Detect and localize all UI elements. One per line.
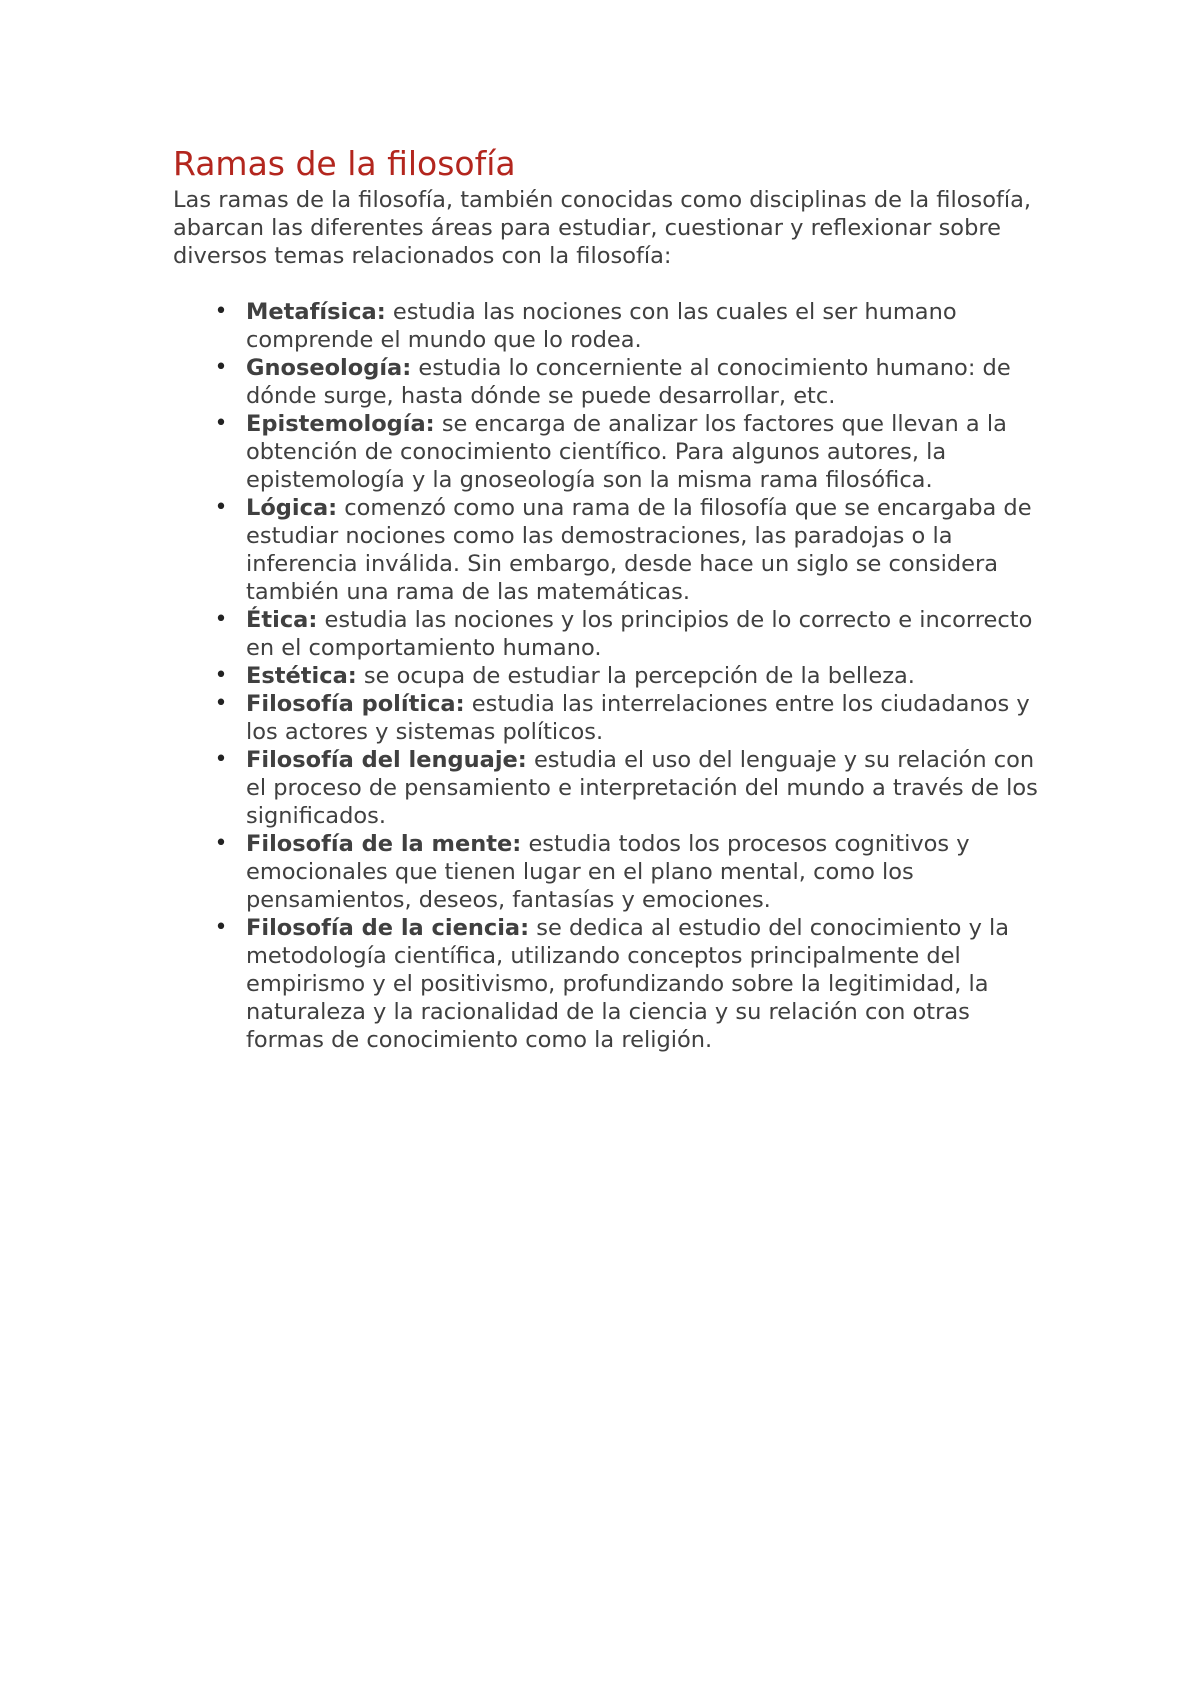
bullet-icon: •	[214, 691, 228, 716]
branch-description: estudia las nociones y los principios de lo correcto e incorrecto en el comportamiento humano.	[246, 607, 1033, 661]
list-item-filosofia-de-la-ciencia	[173, 914, 1053, 1054]
branch-description: estudia lo concerniente al conocimiento humano: de dónde surge, hasta dónde se puede desarrollar, etc.	[246, 355, 1011, 409]
list-item-filosofia-politica	[173, 690, 1053, 746]
document-page	[173, 142, 1053, 1054]
list-item-filosofia-de-la-mente	[173, 830, 1053, 914]
bullet-icon: •	[214, 355, 228, 380]
branches-list	[173, 298, 1053, 1054]
branch-term: Lógica:	[246, 495, 338, 521]
branch-description: estudia las interrelaciones entre los ciudadanos y los actores y sistemas políticos.	[246, 691, 1030, 745]
branch-description: se ocupa de estudiar la percepción de la belleza.	[356, 663, 915, 689]
branch-term: Epistemología:	[246, 411, 435, 437]
branch-term: Gnoseología:	[246, 355, 412, 381]
branch-term: Metafísica:	[246, 299, 386, 325]
page-title: Ramas de la filosofía	[173, 144, 516, 183]
bullet-icon: •	[214, 747, 228, 772]
list-item-estetica	[173, 662, 1053, 690]
branch-description: estudia el uso del lenguaje y su relación con el proceso de pensamiento e interpretación del mundo a través de los significados.	[246, 747, 1038, 829]
bullet-icon: •	[214, 915, 228, 940]
bullet-icon: •	[214, 831, 228, 856]
branch-term: Filosofía del lenguaje:	[246, 747, 527, 773]
list-item-filosofia-del-lenguaje	[173, 746, 1053, 830]
list-item-logica	[173, 494, 1053, 606]
branch-term: Filosofía política:	[246, 691, 465, 717]
bullet-icon: •	[214, 299, 228, 324]
branch-term: Filosofía de la mente:	[246, 831, 522, 857]
branch-description: estudia todos los procesos cognitivos y emocionales que tienen lugar en el plano mental, como los pensamientos, deseos, fantasías y emociones.	[246, 831, 970, 913]
list-item-etica	[173, 606, 1053, 662]
intro-paragraph: Las ramas de la filosofía, también conocidas como disciplinas de la filosofía, abarcan las diferentes áreas para estudiar, cuestionar y reflexionar sobre diversos temas relacionados con la filosofía:	[173, 187, 1032, 269]
branch-description: comenzó como una rama de la filosofía que se encargaba de estudiar nociones como las demostraciones, las paradojas o la inferencia inválida. Sin embargo, desde hace un siglo se considera también una rama de las matemáticas.	[246, 495, 1032, 605]
branch-term: Filosofía de la ciencia:	[246, 915, 530, 941]
bullet-icon: •	[214, 411, 228, 436]
branch-description: se dedica al estudio del conocimiento y la metodología científica, utilizando conceptos principalmente del empirismo y el positivismo, profundizando sobre la legitimidad, la naturaleza y la racionalidad de la ciencia y su relación con otras formas de conocimiento como la religión.	[246, 915, 1010, 1053]
branch-description: estudia las nociones con las cuales el ser humano comprende el mundo que lo rodea.	[246, 299, 957, 353]
list-item-epistemologia	[173, 410, 1053, 494]
bullet-icon: •	[214, 663, 228, 688]
list-item-metafisica	[173, 298, 1053, 354]
bullet-icon: •	[214, 495, 228, 520]
list-item-gnoseologia	[173, 354, 1053, 410]
branch-term: Estética:	[246, 663, 357, 689]
branch-description: se encarga de analizar los factores que llevan a la obtención de conocimiento científico. Para algunos autores, la epistemología y la gnoseología son la misma rama filosófica.	[246, 411, 1007, 493]
branch-term: Ética:	[246, 607, 318, 633]
bullet-icon: •	[214, 607, 228, 632]
